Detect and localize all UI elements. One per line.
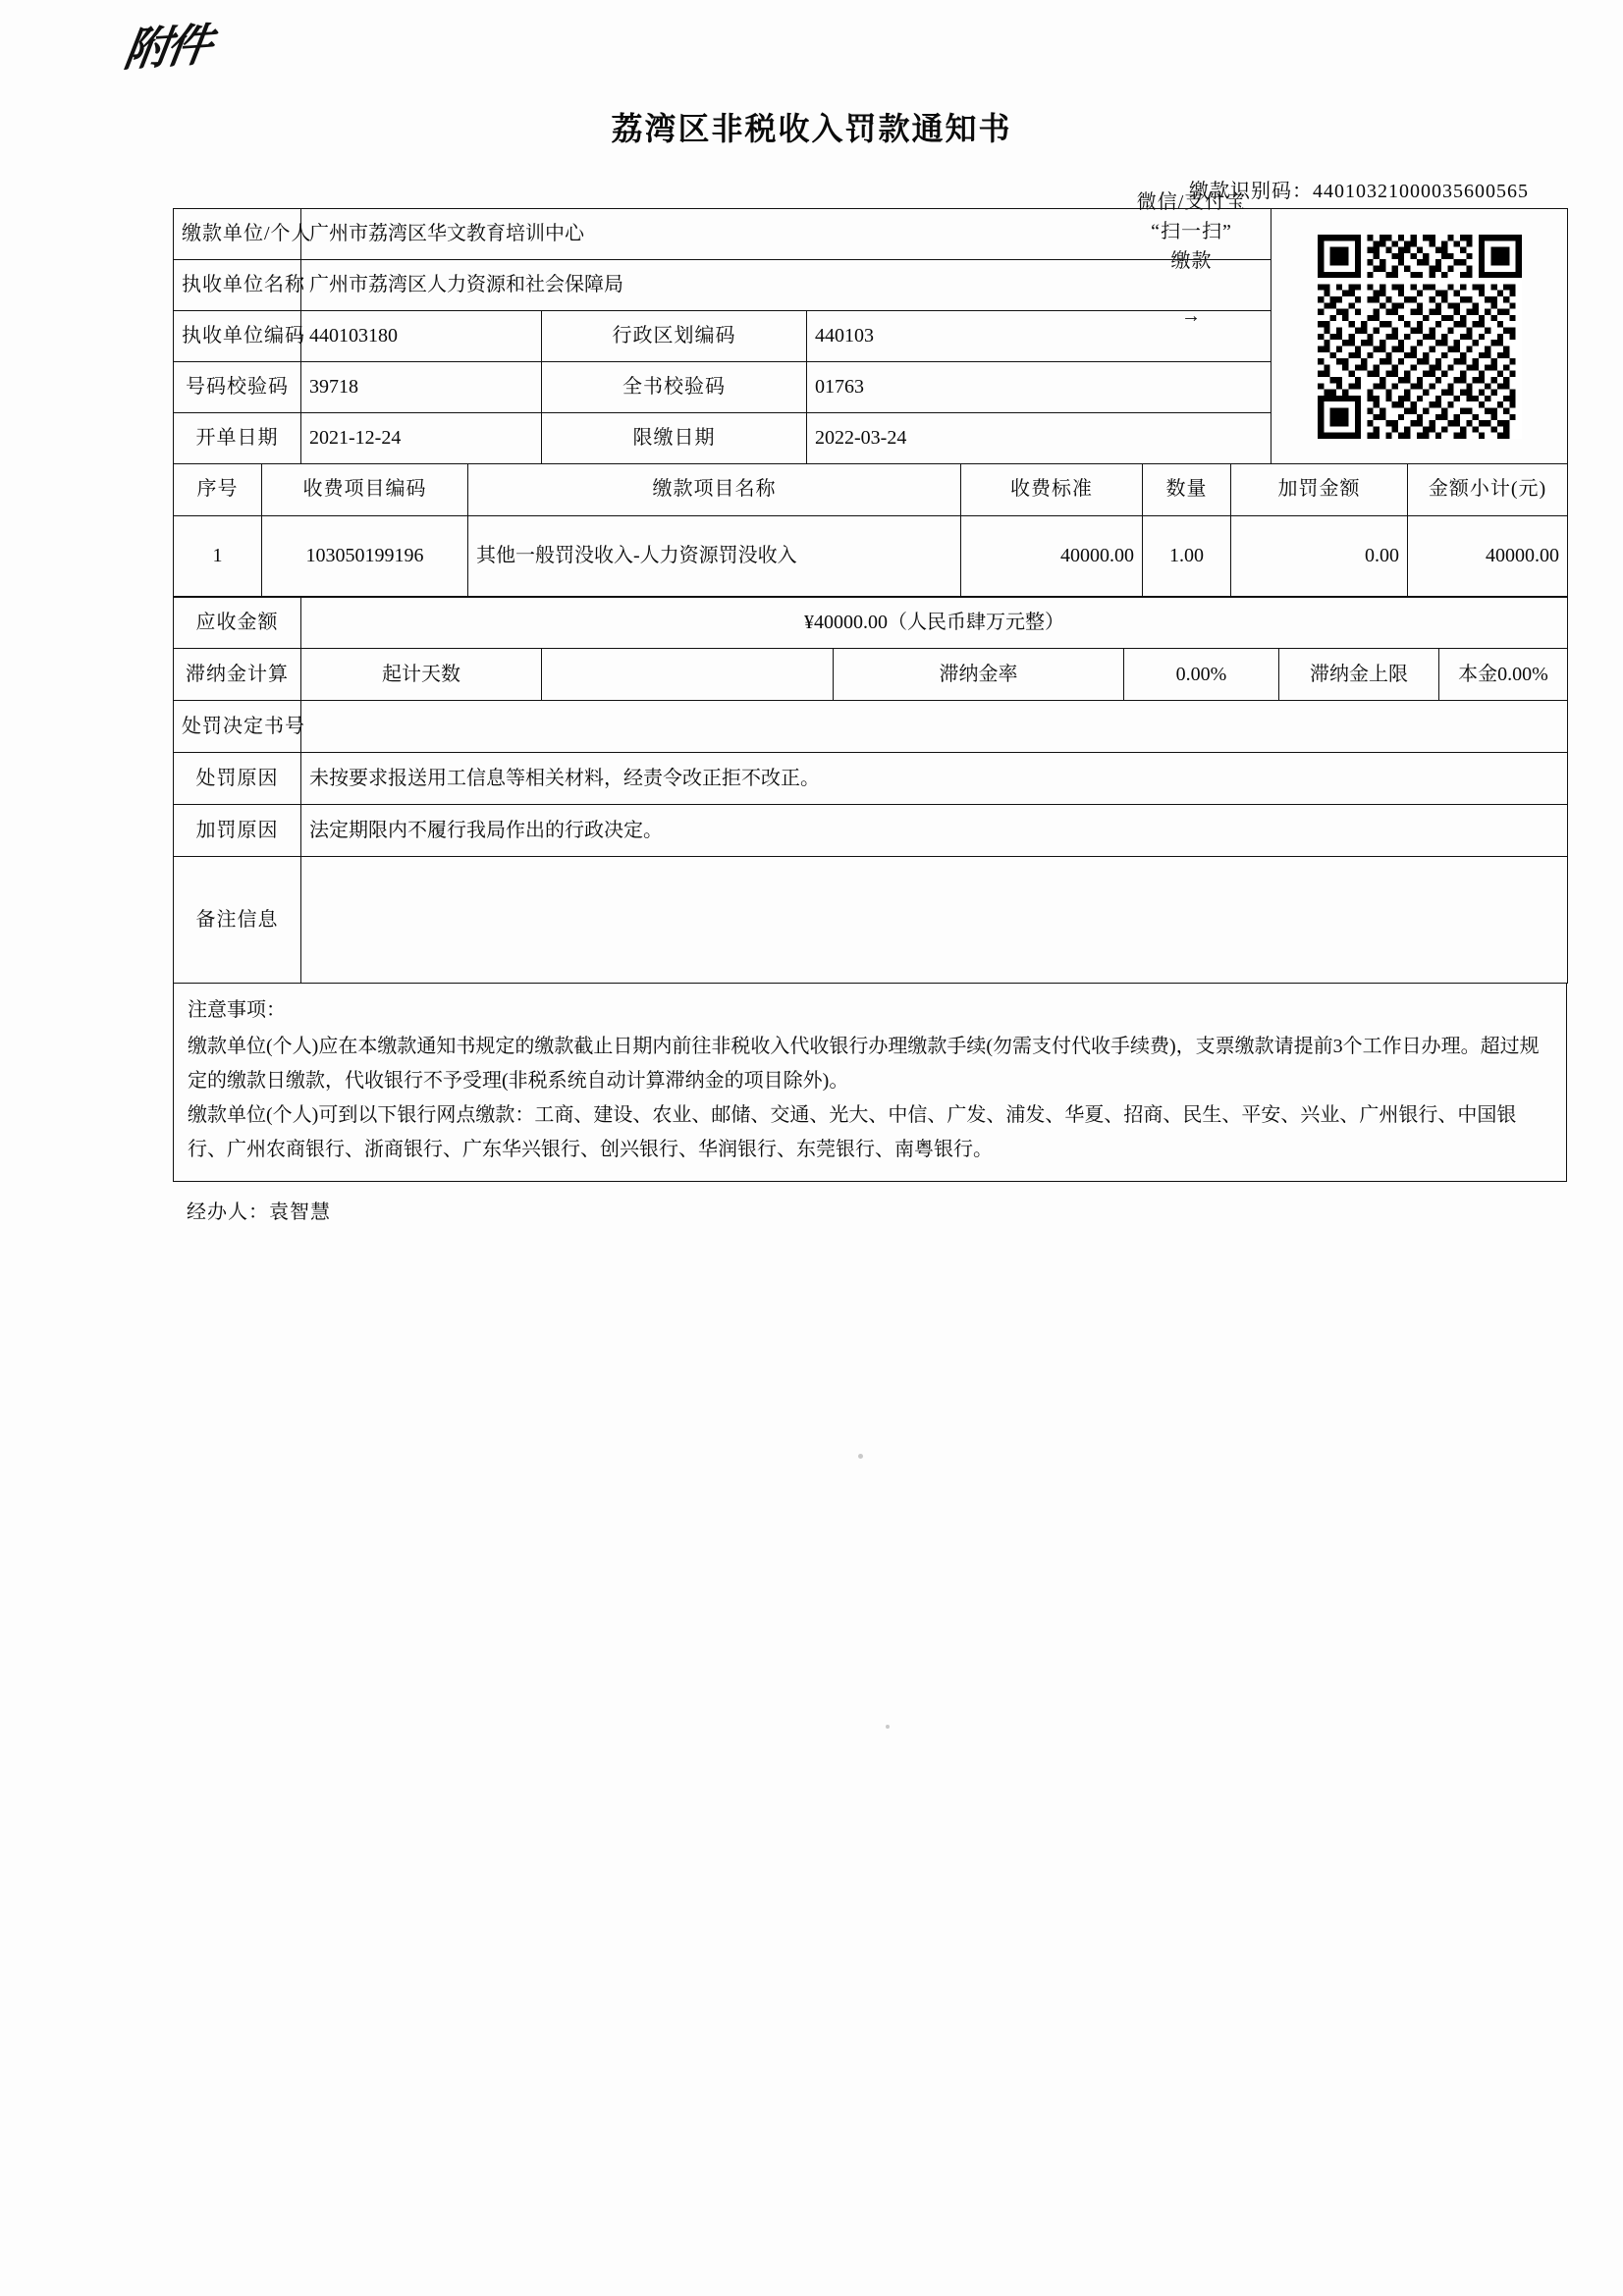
penalty-reason-label: 处罚原因: [174, 753, 301, 805]
handwritten-annotation: 附件: [121, 18, 212, 77]
late-fee-cap-value: 本金0.00%: [1439, 649, 1568, 701]
due-date-label: 限缴日期: [542, 413, 807, 464]
collector-code-value: 440103180: [301, 311, 542, 362]
notes-paragraph-2: 缴款单位(个人)可到以下银行网点缴款：工商、建设、农业、邮储、交通、光大、中信、广发、浦发、华夏、招商、民生、平安、兴业、广州银行、中国银行、广州农商银行、浙商银行、广东华兴银行、创兴银行、华润银行、东莞银行、南粤银行。: [188, 1104, 1517, 1161]
qr-instruction-text: [1106, 187, 1277, 331]
number-check-value: 39718: [301, 362, 542, 413]
item-code: 103050199196: [262, 515, 468, 597]
late-fee-cap-label: 滞纳金上限: [1279, 649, 1439, 701]
items-header-row: [174, 463, 1568, 515]
payment-id-code-value: 44010321000035600565: [1313, 181, 1529, 202]
item-name: 其他一般罚没收入-人力资源罚没收入: [468, 515, 961, 597]
collector-value: 广州市荔湾区人力资源和社会保障局: [301, 260, 1271, 311]
operator-value: 袁智慧: [269, 1201, 331, 1224]
decision-no-label: 处罚决定书号: [174, 701, 301, 753]
collector-label: 执收单位名称: [174, 260, 301, 311]
qr-instruction-line3: 缴款: [1170, 250, 1213, 272]
items-table: [173, 463, 1568, 598]
late-fee-start-days-label: 起计天数: [301, 649, 542, 701]
decision-no-value: [301, 701, 1568, 753]
qr-code-icon: [1318, 235, 1522, 439]
info-table: [173, 208, 1568, 464]
extra-penalty-reason-label: 加罚原因: [174, 805, 301, 857]
items-header-name: 缴款项目名称: [468, 463, 961, 515]
extra-penalty-reason-value: 法定期限内不履行我局作出的行政决定。: [301, 805, 1568, 857]
item-extra-penalty: 0.00: [1231, 515, 1408, 597]
table-row: [174, 857, 1568, 984]
late-fee-rate-value: 0.00%: [1124, 649, 1279, 701]
penalty-reason-value: 未按要求报送用工信息等相关材料，经责令改正拒不改正。: [301, 753, 1568, 805]
issue-date-label: 开单日期: [174, 413, 301, 464]
district-code-label: 行政区划编码: [542, 311, 807, 362]
item-seq: 1: [174, 515, 262, 597]
table-row: [174, 649, 1568, 701]
notes-paragraph-1: 缴款单位(个人)应在本缴款通知书规定的缴款截止日期内前往非税收入代收银行办理缴款手续(勿需支付代收手续费)，支票缴款请提前3个工作日办理。超过规定的缴款日缴款，代收银行不予受理(非税系统自动计算滞纳金的项目除外)。: [188, 1036, 1540, 1093]
number-check-label: 号码校验码: [174, 362, 301, 413]
table-row: [174, 515, 1568, 597]
table-row: [174, 209, 1568, 260]
remark-value: [301, 857, 1568, 984]
receivable-label: 应收金额: [174, 597, 301, 649]
full-check-label: 全书校验码: [542, 362, 807, 413]
payment-id-code-label: 缴款识别码：: [1189, 181, 1313, 202]
qr-instruction-line2: “扫一扫”: [1151, 221, 1232, 242]
items-header-quantity: 数量: [1143, 463, 1231, 515]
operator-line: [173, 1196, 1567, 1224]
items-header-extra-penalty: 加罚金额: [1231, 463, 1408, 515]
operator-label: 经办人：: [187, 1201, 269, 1224]
table-row: [174, 597, 1568, 649]
late-fee-start-days-value: [542, 649, 834, 701]
scan-speck: [858, 1454, 863, 1459]
district-code-value: 440103: [807, 311, 1271, 362]
due-date-value: 2022-03-24: [807, 413, 1271, 464]
item-quantity: 1.00: [1143, 515, 1231, 597]
payer-label: 缴款单位/个人: [174, 209, 301, 260]
table-row: [174, 701, 1568, 753]
collector-code-label: 执收单位编码: [174, 311, 301, 362]
item-subtotal: 40000.00: [1408, 515, 1568, 597]
scan-speck: [886, 1725, 890, 1729]
items-header-seq: 序号: [174, 463, 262, 515]
items-header-standard: 收费标准: [961, 463, 1143, 515]
remark-label: 备注信息: [174, 857, 301, 984]
receivable-value: ¥40000.00（人民币肆万元整）: [301, 597, 1568, 649]
full-check-value: 01763: [807, 362, 1271, 413]
issue-date-value: 2021-12-24: [301, 413, 542, 464]
arrow-right-icon: →: [1181, 305, 1202, 327]
qr-instruction-line1: 微信/支付宝: [1136, 191, 1247, 213]
late-fee-rate-label: 滞纳金率: [834, 649, 1124, 701]
summary-table: [173, 596, 1568, 984]
notes-heading: 注意事项：: [188, 999, 286, 1022]
late-fee-calc-label: 滞纳金计算: [174, 649, 301, 701]
table-row: [174, 753, 1568, 805]
table-row: [174, 805, 1568, 857]
notes-block: [173, 984, 1567, 1182]
item-standard: 40000.00: [961, 515, 1143, 597]
payer-value: 广州市荔湾区华文教育培训中心: [301, 209, 1271, 260]
page-title: 荔湾区非税收入罚款通知书: [611, 111, 1012, 146]
qr-code-cell: [1271, 209, 1568, 464]
items-header-code: 收费项目编码: [262, 463, 468, 515]
items-header-subtotal: 金额小计(元): [1408, 463, 1568, 515]
